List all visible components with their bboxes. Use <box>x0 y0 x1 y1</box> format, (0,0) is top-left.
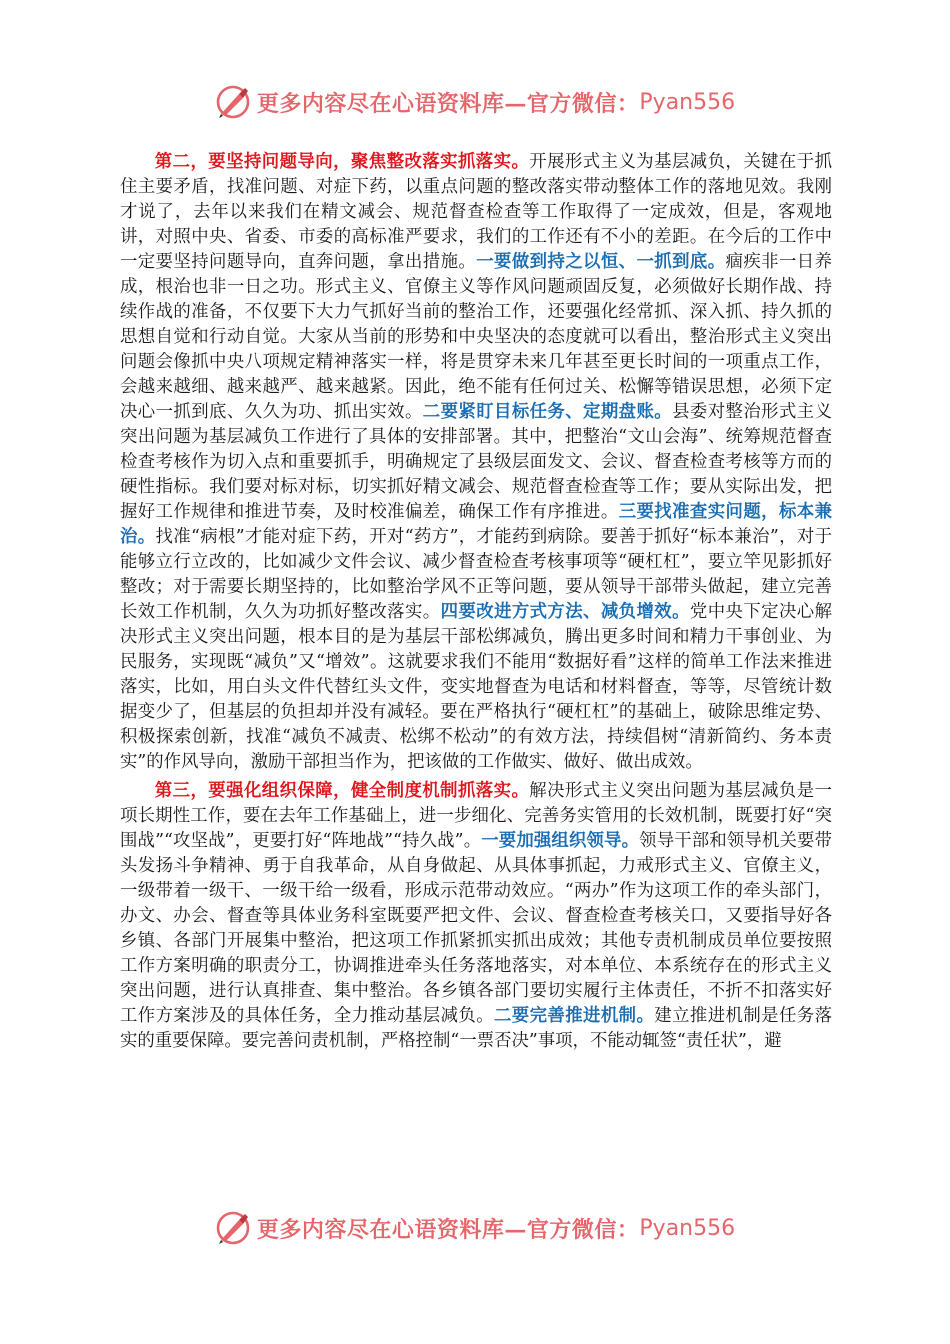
body-text: 找准“病根”才能对症下药，开对“药方”，才能药到病除。要善于抓好“标本兼治”，对于能够立行立改的，比如减少文件会议、减少督查检查考核事项等“硬杠杠”，要立竿见影抓好整改；对于需要长期坚持的，比如整治学风不正等问题，要从领导干部带头做起，建立完善长效工作机制，久久为功抓好整改落实。 <box>120 527 832 622</box>
body-text: 建立推进机制是任务落实的重要保障。要完善问责机制，严格控制“一票否决”事项，不能动辄签“责任状”，避 <box>120 1006 832 1051</box>
body-text: 县委对整治形式主义突出问题为基层减负工作进行了具体的安排部署。其中，把整治“文山会海”、统筹规范督查检查考核作为切入点和重要抓手，明确规定了县级层面发文、会议、督查检查考核等方而的硬性指标。我们要对标对标，切实抓好精文减会、规范督查检查等工作；要从实际出发，把握好工作规律和推进节奏，及时校准偏差，确保工作有序推进。 <box>120 402 832 522</box>
banner-text: 更多内容尽在心语资料库—官方微信： <box>256 1216 640 1243</box>
paragraph-second-point <box>120 150 832 775</box>
body-text: 开展形式主义为基层减负，关键在于抓住主要矛盾，找准问题、对症下药，以重点问题的整改落实带动整体工作的落地见效。我刚才说了，去年以来我们在精文减会、规范督查检查等工作取得了一定成效，但是，客观地讲，对照中央、省委、市委的高标准严要求，我们的工作还有不小的差距。在今后的工作中一定要坚持问题导向，直奔问题，拿出措施。 <box>120 152 832 272</box>
pen-logo-icon <box>215 84 251 120</box>
subpoint-heading: 一要加强组织领导。 <box>481 831 640 851</box>
section-heading: 第三，要强化组织保障，健全制度机制抓落实。 <box>154 781 530 801</box>
paragraph-third-point <box>120 779 832 1054</box>
subpoint-heading: 三要找准查实问题，标本兼治。 <box>120 502 832 547</box>
footer-banner <box>0 1208 950 1248</box>
document-body <box>120 150 832 1058</box>
subpoint-heading: 一要做到持之以恒、一抓到底。 <box>476 252 726 272</box>
subpoint-heading: 二要紧盯目标任务、定期盘账。 <box>422 402 673 422</box>
body-text: 领导干部和领导机关要带头发扬斗争精神、勇于自我革命，从自身做起、从具体事抓起，力戒形式主义、官僚主义，一级带着一级干、一级干给一级看，形成示范带动效应。“两办”作为这项工作的牵头部门，办文、办会、督查等具体业务科室既要严把文件、会议、督查检查考核关口，又要指导好各乡镇、各部门开展集中整治，把这项工作抓紧抓实抓出成效；其他专责机制成员单位要按照工作方案明确的职责分工，协调推进牵头任务落地落实，对本单位、本系统存在的形式主义突出问题，进行认真排查、集中整治。各乡镇各部门要切实履行主体责任，不折不扣落实好工作方案涉及的具体任务，全力推动基层减负。 <box>120 831 832 1026</box>
header-banner <box>0 82 950 122</box>
banner-text: 更多内容尽在心语资料库—官方微信： <box>256 90 640 117</box>
body-text: 党中央下定决心解决形式主义突出问题，根本目的是为基层干部松绑减负，腾出更多时间和精力干事创业、为民服务，实现既“减负”又“增效”。这就要求我们不能用“数据好看”这样的简单工作法来推进落实，比如，用白头文件代替红头文件，变实地督查为电话和材料督查，等等，尽管统计数据变少了，但基层的负担却并没有减轻。要在严格执行“硬杠杠”的基础上，破除思维定势、积极探索创新，找准“减负不减责、松绑不松动”的有效方法，持续倡树“清新简约、务本责实”的作风导向，激励干部担当作为，把该做的工作做实、做好、做出成效。 <box>120 602 832 772</box>
subpoint-heading: 二要完善推进机制。 <box>494 1006 655 1026</box>
banner-wechat-id: Pyan556 <box>639 89 736 115</box>
body-text: 解决形式主义突出问题为基层减负是一项长期性工作，要在去年工作基础上，进一步细化、完善务实管用的长效机制，既要打好“突围战”“攻坚战”，更要打好“阵地战”“持久战”。 <box>120 781 832 851</box>
banner-wechat-id: Pyan556 <box>639 1215 736 1241</box>
section-heading: 第二，要坚持问题导向，聚焦整改落实抓落实。 <box>154 152 530 172</box>
pen-logo-icon <box>215 1210 251 1246</box>
subpoint-heading: 四要改进方式方法、减负增效。 <box>440 602 690 622</box>
body-text: 痼疾非一日养成，根治也非一日之功。形式主义、官僚主义等作风问题顽固反复，必须做好长期作战、持续作战的准备，不仅要下大力气抓好当前的整治工作，还要强化经常抓、深入抓、持久抓的思想自觉和行动自觉。大家从当前的形势和中央坚决的态度就可以看出，整治形式主义突出问题会像抓中央八项规定精神落实一样，将是贯穿未来几年甚至更长时间的一项重点工作，会越来越细、越来越严、越来越紧。因此，绝不能有任何过关、松懈等错误思想，必须下定决心一抓到底、久久为功、抓出实效。 <box>120 252 832 422</box>
